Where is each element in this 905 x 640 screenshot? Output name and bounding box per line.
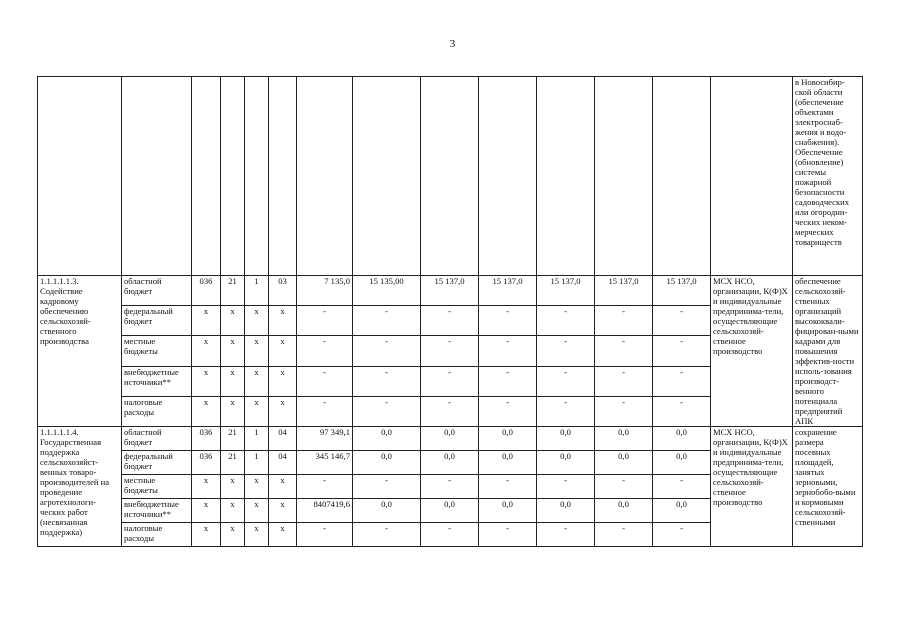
- funding-source-cell: федеральный бюджет: [122, 451, 192, 475]
- page-number: 3: [449, 38, 456, 50]
- amount-cell: -: [421, 523, 479, 547]
- code-gp-cell: 21: [221, 276, 245, 306]
- amount-cell: -: [353, 396, 421, 426]
- funding-source-cell: федеральный бюджет: [122, 306, 192, 336]
- code-om-cell: 03: [269, 276, 297, 306]
- code-gp-cell: х: [221, 523, 245, 547]
- amount-cell: 0,0: [421, 451, 479, 475]
- funding-source-cell: налоговые расходы: [122, 523, 192, 547]
- amount-cell: 15 135,00: [353, 276, 421, 306]
- amount-cell: -: [537, 396, 595, 426]
- amount-cell: 0,0: [479, 427, 537, 451]
- amount-cell: -: [297, 475, 353, 499]
- amount-cell: 0,0: [537, 499, 595, 523]
- code-gp-cell: х: [221, 475, 245, 499]
- code-om-cell: 04: [269, 451, 297, 475]
- code-gr-cell: х: [192, 396, 221, 426]
- code-gp-cell: х: [221, 499, 245, 523]
- code-pgp-cell: х: [245, 366, 269, 396]
- amount-cell: -: [421, 396, 479, 426]
- activity-code-cell: 1.1.1.1.1.3. Содействие кадровому обеспечению сельскохозяй-ственного производства: [38, 276, 122, 427]
- code-om-cell: х: [269, 499, 297, 523]
- amount-cell: -: [595, 396, 653, 426]
- amount-cell: -: [479, 366, 537, 396]
- amount-cell: 0,0: [421, 427, 479, 451]
- amount-cell: 0,0: [653, 499, 711, 523]
- amount-cell: -: [353, 475, 421, 499]
- expected-result-cell: обеспечение сельскохозяй-ственных организаций высококвали-фицирован-ными кадрами для повышения эффектив-ности исполь-зования производст-венного потенциала предприятий АПК: [793, 276, 863, 427]
- code-gr-cell: 036: [192, 276, 221, 306]
- amount-cell: 0,0: [653, 427, 711, 451]
- amount-cell: 0,0: [653, 451, 711, 475]
- amount-cell: 15 137,0: [479, 276, 537, 306]
- amount-cell: -: [479, 396, 537, 426]
- funding-source-cell: внебюджетные источники**: [122, 366, 192, 396]
- code-gp-cell: 21: [221, 427, 245, 451]
- code-om-cell: х: [269, 336, 297, 366]
- code-om-cell: х: [269, 475, 297, 499]
- funding-source-cell: местные бюджеты: [122, 336, 192, 366]
- funding-source-cell: местные бюджеты: [122, 475, 192, 499]
- amount-cell: -: [297, 336, 353, 366]
- amount-cell: -: [653, 523, 711, 547]
- amount-cell: -: [421, 475, 479, 499]
- amount-cell: -: [595, 523, 653, 547]
- executor-cell: МСХ НСО, организации, К(Ф)Х и индивидуальные предпринима-тели, осуществляющие сельскохозяй-ственное производство: [711, 276, 793, 427]
- amount-cell: -: [653, 336, 711, 366]
- amount-cell: 0,0: [537, 427, 595, 451]
- amount-cell: -: [537, 306, 595, 336]
- amount-cell: -: [353, 366, 421, 396]
- funding-source-cell: налоговые расходы: [122, 396, 192, 426]
- amount-cell: 0,0: [479, 499, 537, 523]
- code-gr-cell: х: [192, 499, 221, 523]
- code-gp-cell: х: [221, 336, 245, 366]
- amount-cell: -: [479, 475, 537, 499]
- continuation-row: [38, 77, 863, 276]
- amount-cell: -: [353, 306, 421, 336]
- amount-cell: -: [595, 366, 653, 396]
- amount-cell: -: [297, 523, 353, 547]
- amount-cell: 15 137,0: [537, 276, 595, 306]
- amount-cell: -: [595, 306, 653, 336]
- code-om-cell: 04: [269, 427, 297, 451]
- amount-cell: -: [479, 523, 537, 547]
- amount-cell: -: [297, 366, 353, 396]
- code-om-cell: х: [269, 366, 297, 396]
- code-pgp-cell: 1: [245, 451, 269, 475]
- amount-cell: 345 146,7: [297, 451, 353, 475]
- code-pgp-cell: х: [245, 396, 269, 426]
- amount-cell: -: [653, 396, 711, 426]
- amount-cell: -: [421, 366, 479, 396]
- amount-cell: 0,0: [595, 499, 653, 523]
- code-om-cell: х: [269, 396, 297, 426]
- amount-cell: 0,0: [537, 451, 595, 475]
- amount-cell: -: [537, 475, 595, 499]
- amount-cell: -: [595, 336, 653, 366]
- code-pgp-cell: 1: [245, 427, 269, 451]
- amount-cell: 0,0: [595, 427, 653, 451]
- code-pgp-cell: х: [245, 523, 269, 547]
- amount-cell: 15 137,0: [595, 276, 653, 306]
- code-gp-cell: х: [221, 366, 245, 396]
- program-table: [37, 76, 863, 547]
- amount-cell: -: [653, 475, 711, 499]
- amount-cell: 8407419,6: [297, 499, 353, 523]
- code-gp-cell: х: [221, 396, 245, 426]
- code-pgp-cell: х: [245, 475, 269, 499]
- amount-cell: -: [537, 336, 595, 366]
- amount-cell: 97 349,1: [297, 427, 353, 451]
- amount-cell: 15 137,0: [421, 276, 479, 306]
- funding-source-cell: областной бюджет: [122, 276, 192, 306]
- amount-cell: -: [297, 306, 353, 336]
- amount-cell: -: [421, 336, 479, 366]
- code-gr-cell: х: [192, 475, 221, 499]
- code-gp-cell: 21: [221, 451, 245, 475]
- code-om-cell: х: [269, 306, 297, 336]
- amount-cell: 7 135,0: [297, 276, 353, 306]
- code-pgp-cell: х: [245, 336, 269, 366]
- code-pgp-cell: х: [245, 306, 269, 336]
- code-pgp-cell: х: [245, 499, 269, 523]
- amount-cell: -: [653, 366, 711, 396]
- expected-result-cell: сохранение размера посевных площадей, занятых зерновыми, зернобобо-выми и кормовыми сельскохозяй-ственными: [793, 427, 863, 547]
- table-row: [38, 427, 863, 451]
- amount-cell: -: [421, 306, 479, 336]
- funding-source-cell: внебюджетные источники**: [122, 499, 192, 523]
- amount-cell: 0,0: [353, 499, 421, 523]
- code-pgp-cell: 1: [245, 276, 269, 306]
- amount-cell: 0,0: [353, 451, 421, 475]
- amount-cell: -: [537, 523, 595, 547]
- activity-code-cell: 1.1.1.1.1.4. Государственная поддержка сельскохозяйст-венных товаро-производителей на проведение агротехнологи-ческих работ (несвязанная поддержка): [38, 427, 122, 547]
- funding-source-cell: областной бюджет: [122, 427, 192, 451]
- amount-cell: -: [297, 396, 353, 426]
- amount-cell: 0,0: [479, 451, 537, 475]
- amount-cell: -: [353, 336, 421, 366]
- code-gr-cell: х: [192, 306, 221, 336]
- code-gr-cell: х: [192, 336, 221, 366]
- amount-cell: -: [653, 306, 711, 336]
- table-row: [38, 276, 863, 306]
- amount-cell: 0,0: [421, 499, 479, 523]
- amount-cell: -: [479, 336, 537, 366]
- amount-cell: 0,0: [595, 451, 653, 475]
- executor-cell: МСХ НСО, организации, К(Ф)Х и индивидуальные предпринима-тели, осуществляющие сельскохозяй-ственное производство: [711, 427, 793, 547]
- code-gp-cell: х: [221, 306, 245, 336]
- amount-cell: -: [537, 366, 595, 396]
- code-om-cell: х: [269, 523, 297, 547]
- amount-cell: 15 137,0: [653, 276, 711, 306]
- code-gr-cell: 036: [192, 451, 221, 475]
- code-gr-cell: 036: [192, 427, 221, 451]
- amount-cell: -: [479, 306, 537, 336]
- amount-cell: 0,0: [353, 427, 421, 451]
- code-gr-cell: х: [192, 523, 221, 547]
- code-gr-cell: х: [192, 366, 221, 396]
- result-cell: в Новосибир-ской области (обеспечение объектами электроснаб-жения и водо-снабжения). Обеспечение (обновление) системы пожарной безопасности садоводческих или огородни-ческих неком-мерческих товариществ: [793, 77, 863, 276]
- amount-cell: -: [595, 475, 653, 499]
- amount-cell: -: [353, 523, 421, 547]
